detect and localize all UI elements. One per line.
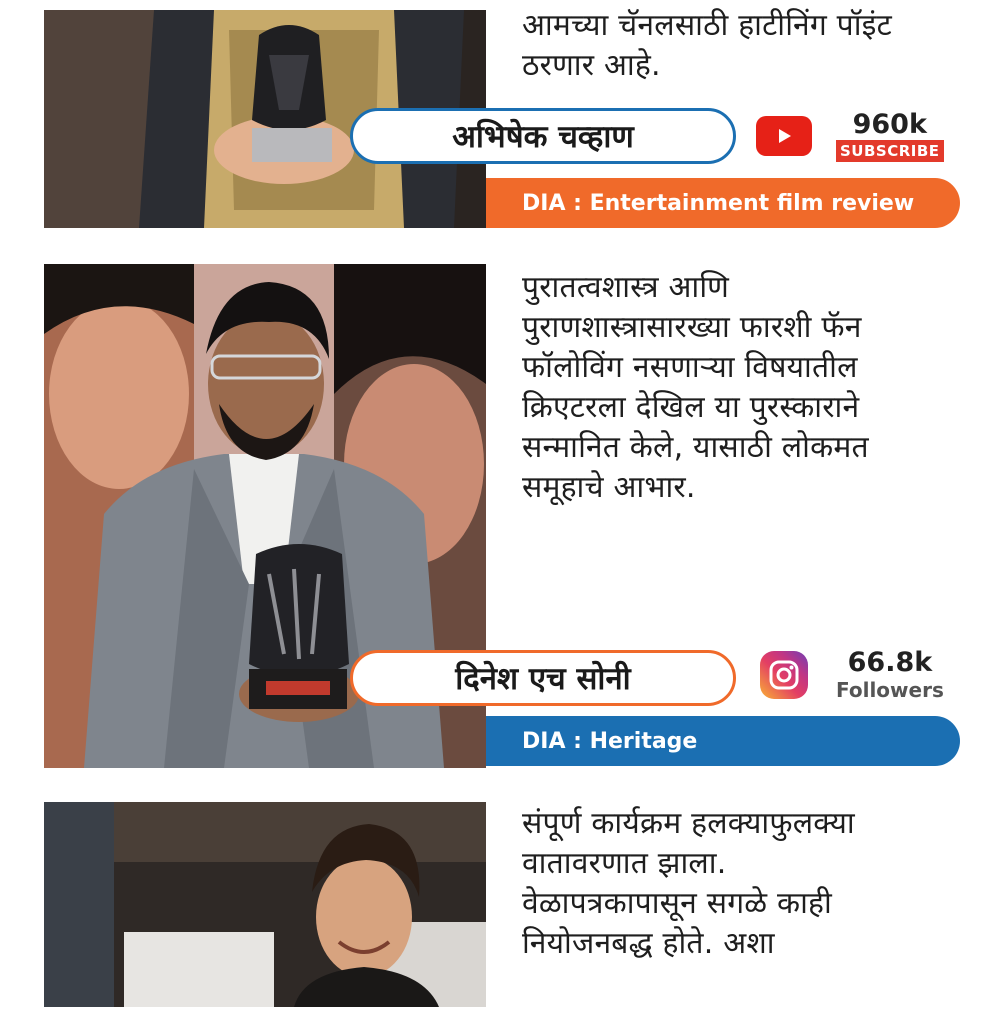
quote-line: आमच्या चॅनलसाठी हाटीनिंग पॉइंट (522, 8, 892, 43)
youtube-icon (756, 116, 812, 156)
quote-line: वातावरणात झाला. (522, 846, 727, 881)
award-holder-photo-3 (44, 802, 486, 1007)
followers-label: Followers (836, 678, 944, 702)
creator-name: अभिषेक चव्हाण (452, 119, 634, 155)
quote-line: पुराणशास्त्रासारख्या फारशी फॅन (522, 310, 862, 345)
quote-line: ठरणार आहे. (522, 48, 661, 83)
category-tag-1 (486, 178, 960, 228)
quote-line: पुरातत्वशास्त्र आणि (522, 270, 730, 305)
creator-name: दिनेश एच सोनी (455, 661, 631, 697)
quote-line: वेळापत्रकापासून सगळे काही (522, 886, 832, 921)
creator-name-pill-2 (350, 650, 736, 706)
creator-card-1 (44, 0, 960, 228)
category-tag-2 (486, 716, 960, 766)
creator-name-pill-1 (350, 108, 736, 164)
category-tag-label: DIA : Entertainment film review (522, 190, 915, 216)
quote-line: क्रिएटरला देखिल या पुरस्काराने (522, 390, 860, 425)
creator-photo-3 (44, 802, 486, 1007)
quote-line: फॉलोविंग नसणाऱ्या विषयातील (522, 350, 858, 385)
stat-value: 66.8k (847, 647, 933, 678)
quote-line: समूहाचे आभार. (522, 470, 696, 505)
quote-line: संपूर्ण कार्यक्रम हलक्याफुलक्या (522, 806, 855, 841)
social-stat-2 (760, 648, 944, 702)
quote-line: नियोजनबद्ध होते. अशा (522, 926, 775, 961)
subscriber-count (836, 110, 944, 162)
creator-quote-2 (522, 268, 869, 508)
creator-quote-3 (522, 804, 855, 964)
creator-card-3 (44, 802, 960, 1033)
stat-value: 960k (852, 109, 927, 140)
creator-quote-1 (522, 6, 892, 86)
category-tag-label: DIA : Heritage (522, 728, 698, 754)
creator-card-2 (44, 264, 960, 768)
subscribe-badge: SUBSCRIBE (836, 140, 944, 162)
follower-count (836, 648, 944, 702)
quote-line: सन्मानित केले, यासाठी लोकमत (522, 430, 869, 465)
social-stat-1 (756, 110, 944, 162)
instagram-icon (760, 651, 808, 699)
